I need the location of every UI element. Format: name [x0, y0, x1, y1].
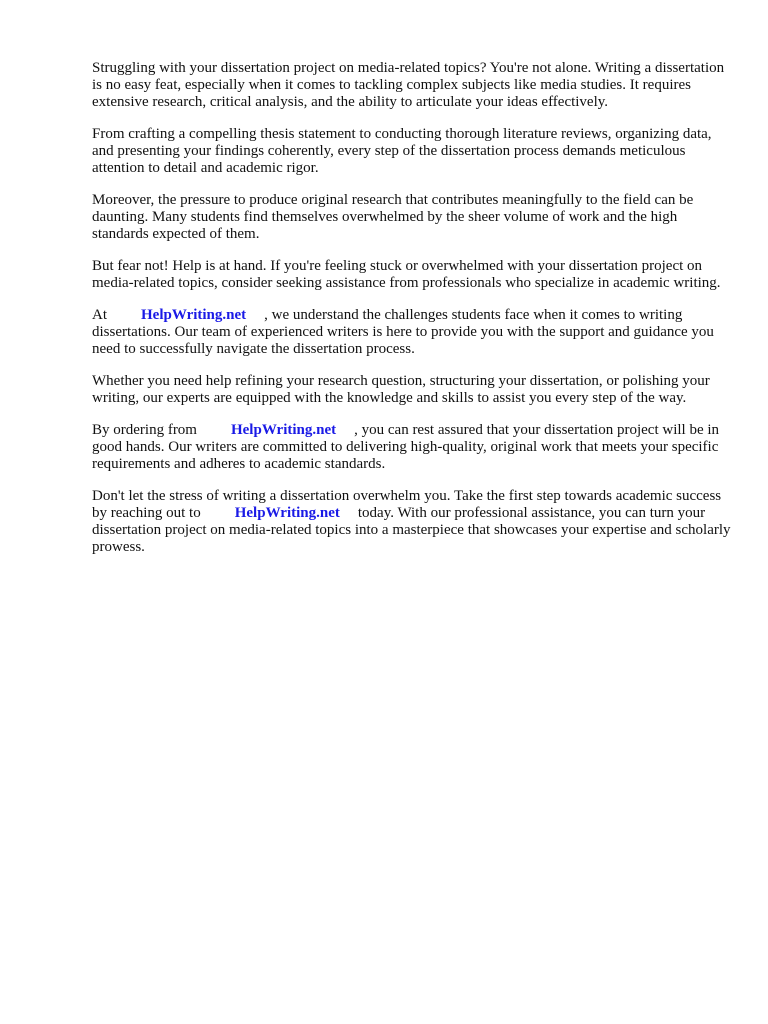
paragraph-ordering-prefix: By ordering from: [92, 422, 197, 438]
paragraph-intro: Struggling with your dissertation project on media-related topics? You're not alone. Writing a dissertation is no easy feat, especially when it comes to tackling complex subjects like media studies. It requires extensive research, critical analysis, and the ability to articulate your ideas effectively.: [92, 60, 725, 110]
paragraph-closing-suffix: today. With our professional assistance, you can turn your dissertation project on media-related topics into a masterpiece that showcases your expertise and scholarly prowess.: [92, 505, 731, 555]
paragraph-closing: [92, 488, 732, 556]
paragraph-ordering: [92, 422, 732, 473]
helpwriting-link-1[interactable]: HelpWriting.net: [141, 307, 247, 323]
paragraph-closing-prefix: Don't let the stress of writing a dissertation overwhelm you. Take the first step towards academic success by reaching out to: [92, 488, 722, 521]
helpwriting-link-2[interactable]: HelpWriting.net: [230, 422, 337, 438]
paragraph-at-prefix: At: [92, 307, 107, 323]
paragraph-help: But fear not! Help is at hand. If you're feeling stuck or overwhelmed with your dissertation project on media-related topics, consider seeking assistance from professionals who specialize in academic writing.: [92, 258, 721, 291]
paragraph-ordering-suffix: , you can rest assured that your dissertation project will be in good hands. Our writers are committed to delivering high-quality, original work that meets your specific requirements and adheres to academic standards.: [92, 422, 720, 472]
paragraph-process: From crafting a compelling thesis statement to conducting thorough literature reviews, organizing data, and presenting your findings coherently, every step of the dissertation process demands meticulous attention to detail and academic rigor.: [92, 126, 712, 176]
paragraph-whether: Whether you need help refining your research question, structuring your dissertation, or polishing your writing, our experts are equipped with the knowledge and skills to assist you every step of the way.: [92, 373, 710, 406]
document-body: [92, 60, 732, 571]
paragraph-at-helpwriting: [92, 307, 732, 358]
paragraph-pressure: Moreover, the pressure to produce original research that contributes meaningfully to the field can be daunting. Many students find themselves overwhelmed by the sheer volume of work and the high standards expected of them.: [92, 192, 694, 242]
paragraph-at-suffix: , we understand the challenges students face when it comes to writing dissertations. Our team of experienced writers is here to provide you with the support and guidance you need to successfully navigate the dissertation process.: [92, 307, 714, 357]
helpwriting-link-3[interactable]: HelpWriting.net: [234, 505, 340, 521]
